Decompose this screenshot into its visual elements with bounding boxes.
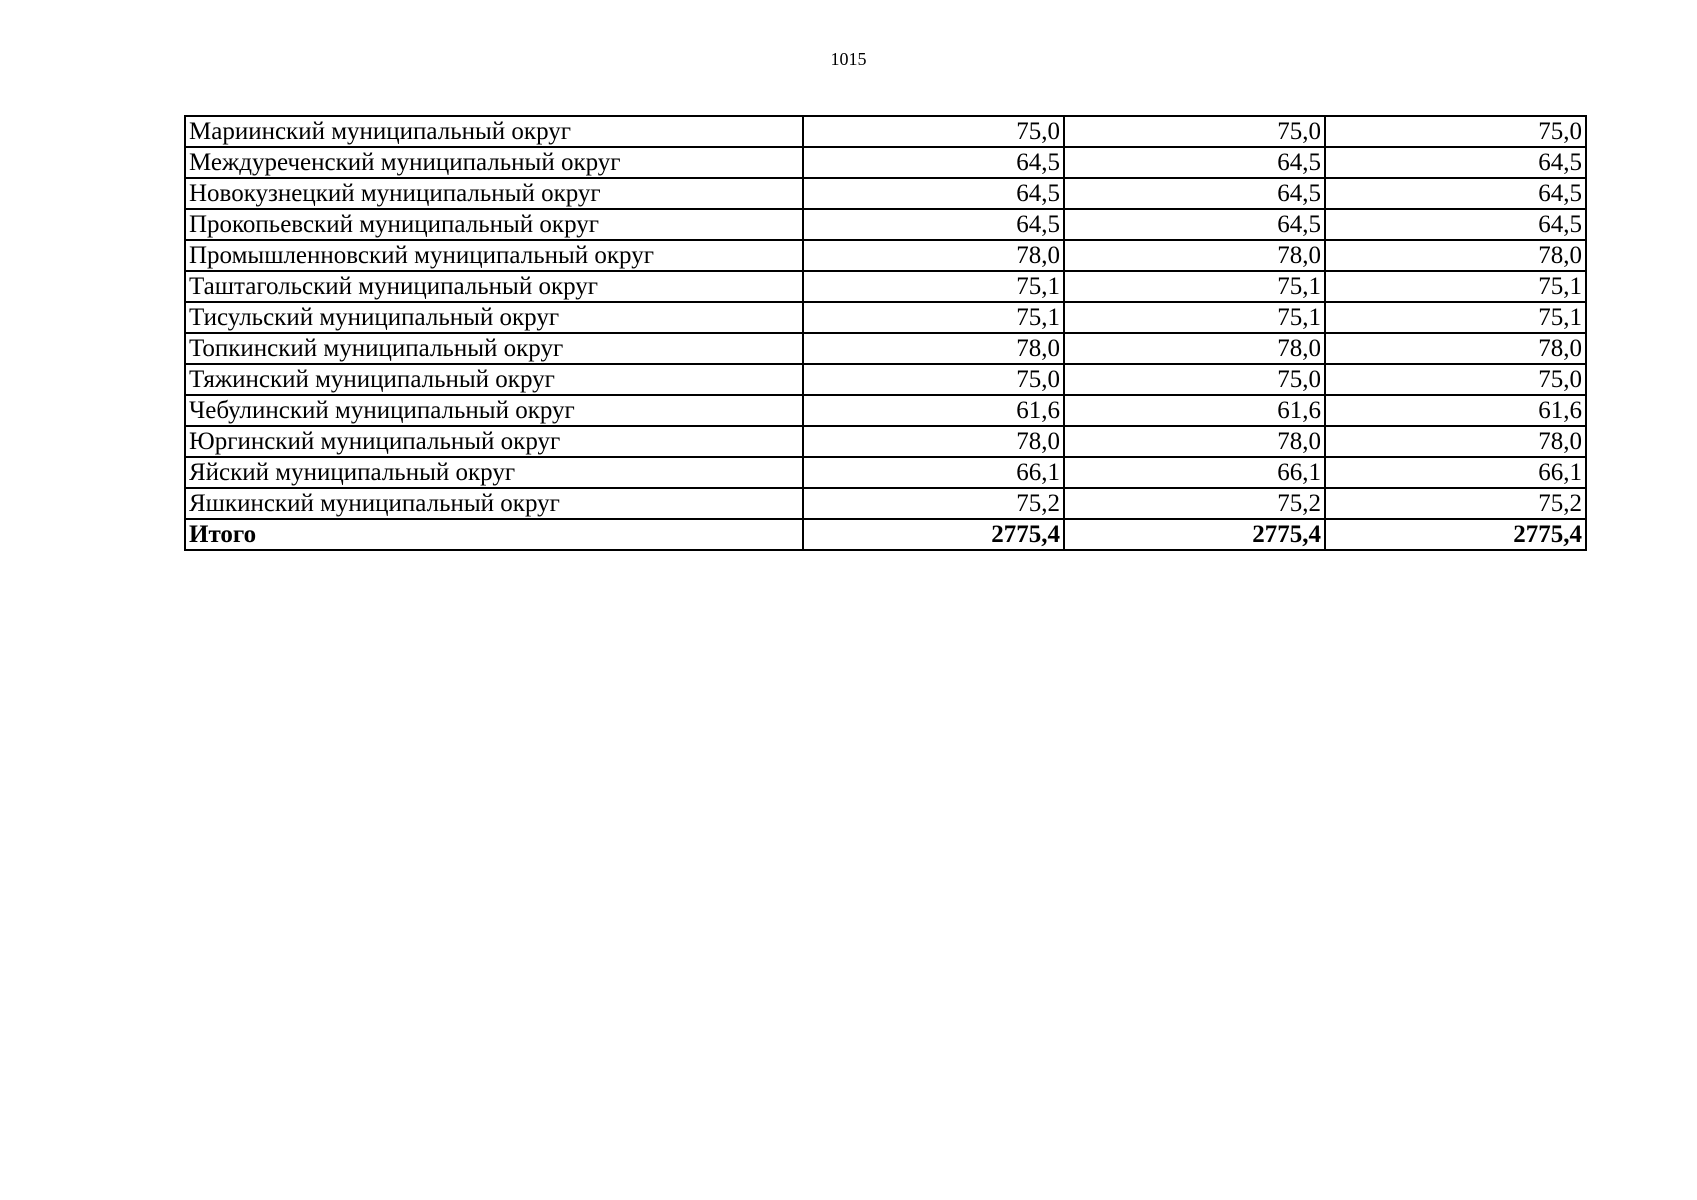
value-cell: 75,0 [1064, 116, 1325, 147]
total-value-cell: 2775,4 [803, 519, 1064, 550]
value-cell: 64,5 [1325, 209, 1586, 240]
municipality-name: Юргинский муниципальный округ [185, 426, 803, 457]
table-row [185, 178, 1586, 209]
value-cell: 78,0 [1064, 426, 1325, 457]
value-cell: 61,6 [1325, 395, 1586, 426]
table-row [185, 271, 1586, 302]
value-cell: 75,0 [803, 364, 1064, 395]
value-cell: 64,5 [1064, 209, 1325, 240]
value-cell: 75,0 [803, 116, 1064, 147]
value-cell: 61,6 [803, 395, 1064, 426]
municipality-name: Междуреченский муниципальный округ [185, 147, 803, 178]
value-cell: 64,5 [803, 209, 1064, 240]
value-cell: 78,0 [803, 426, 1064, 457]
table-row [185, 457, 1586, 488]
table-row [185, 426, 1586, 457]
table-row [185, 240, 1586, 271]
value-cell: 75,0 [1325, 116, 1586, 147]
table-row [185, 116, 1586, 147]
municipality-name: Тяжинский муниципальный округ [185, 364, 803, 395]
value-cell: 75,1 [1064, 271, 1325, 302]
value-cell: 78,0 [1064, 240, 1325, 271]
value-cell: 66,1 [1325, 457, 1586, 488]
value-cell: 64,5 [1064, 178, 1325, 209]
value-cell: 78,0 [1325, 333, 1586, 364]
value-cell: 78,0 [1325, 240, 1586, 271]
value-cell: 75,0 [1064, 364, 1325, 395]
value-cell: 64,5 [803, 147, 1064, 178]
value-cell: 75,0 [1325, 364, 1586, 395]
value-cell: 78,0 [803, 333, 1064, 364]
allocation-table [184, 115, 1587, 551]
value-cell: 66,1 [803, 457, 1064, 488]
table-row [185, 333, 1586, 364]
municipality-name: Мариинский муниципальный округ [185, 116, 803, 147]
table-row [185, 209, 1586, 240]
municipality-name: Чебулинский муниципальный округ [185, 395, 803, 426]
table-row [185, 302, 1586, 333]
municipality-name: Таштагольский муниципальный округ [185, 271, 803, 302]
value-cell: 75,2 [1064, 488, 1325, 519]
value-cell: 61,6 [1064, 395, 1325, 426]
municipality-name: Промышленновский муниципальный округ [185, 240, 803, 271]
municipality-name: Тисульский муниципальный округ [185, 302, 803, 333]
total-row [185, 519, 1586, 550]
municipality-name: Прокопьевский муниципальный округ [185, 209, 803, 240]
value-cell: 64,5 [1064, 147, 1325, 178]
table-row [185, 395, 1586, 426]
table-row [185, 147, 1586, 178]
municipality-name: Яшкинский муниципальный округ [185, 488, 803, 519]
municipality-name: Новокузнецкий муниципальный округ [185, 178, 803, 209]
value-cell: 78,0 [803, 240, 1064, 271]
value-cell: 64,5 [803, 178, 1064, 209]
value-cell: 75,2 [1325, 488, 1586, 519]
value-cell: 75,1 [1325, 271, 1586, 302]
total-value-cell: 2775,4 [1064, 519, 1325, 550]
total-value-cell: 2775,4 [1325, 519, 1586, 550]
municipality-name: Яйский муниципальный округ [185, 457, 803, 488]
municipality-name: Топкинский муниципальный округ [185, 333, 803, 364]
total-label: Итого [185, 519, 803, 550]
value-cell: 66,1 [1064, 457, 1325, 488]
value-cell: 78,0 [1325, 426, 1586, 457]
table-row [185, 488, 1586, 519]
value-cell: 78,0 [1064, 333, 1325, 364]
value-cell: 64,5 [1325, 178, 1586, 209]
page-number: 1015 [830, 49, 867, 69]
value-cell: 75,1 [803, 271, 1064, 302]
value-cell: 64,5 [1325, 147, 1586, 178]
value-cell: 75,1 [1064, 302, 1325, 333]
value-cell: 75,1 [1325, 302, 1586, 333]
value-cell: 75,2 [803, 488, 1064, 519]
value-cell: 75,1 [803, 302, 1064, 333]
table-row [185, 364, 1586, 395]
